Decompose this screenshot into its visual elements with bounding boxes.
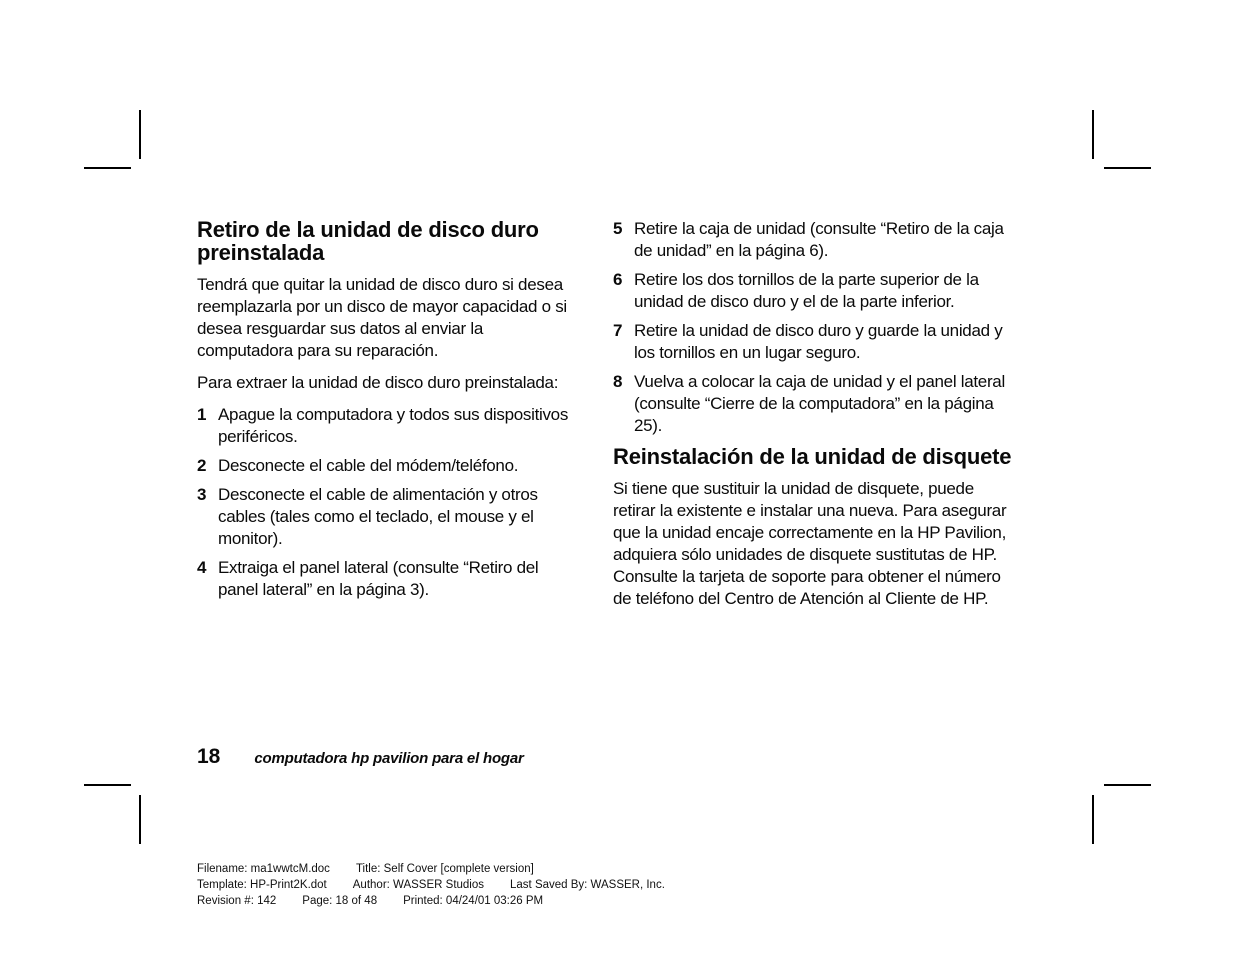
step-number: 4 [197,558,207,577]
paragraph: Para extraer la unidad de disco duro preinstalada: [197,373,559,392]
crop-mark-top-left-horizontal [84,167,131,169]
print-revision: Revision #: 142 [197,895,277,907]
print-filename: Filename: ma1wwtcM.doc [197,863,330,875]
step-item [613,371,1013,437]
print-title: Title: Self Cover [complete version] [355,863,534,875]
print-metadata-line [197,877,665,893]
step-item [613,320,1013,364]
book-title: computadora hp pavilion para el hogar [254,750,524,767]
print-metadata-line [197,893,665,909]
paragraph: Tendrá que quitar la unidad de disco duro si desea reemplazarla por un disco de mayor capacidad o si desea resguardar sus datos al enviar la computadora para su reparación. [197,275,567,360]
numbered-step-list [613,218,1013,437]
crop-mark-bottom-right-horizontal [1104,784,1151,786]
section-heading-hard-drive-removal: Retiro de la unidad de disco duro preinstalada [197,217,539,265]
step-text: Desconecte el cable de alimentación y otros cables (tales como el teclado, el mouse y el monitor). [218,485,538,548]
step-item [613,218,1013,262]
step-text: Desconecte el cable del módem/teléfono. [218,456,519,475]
step-number: 2 [197,456,207,475]
print-page-count: Page: 18 of 48 [302,895,378,907]
step-text: Retire la caja de unidad (consulte “Retiro de la caja de unidad” en la página 6). [634,219,1004,260]
step-number: 5 [613,219,623,238]
print-metadata [197,861,665,909]
step-text: Extraiga el panel lateral (consulte “Retiro del panel lateral” en la página 3). [218,558,539,599]
step-text: Apague la computadora y todos sus dispositivos periféricos. [218,405,569,446]
step-item [613,269,1013,313]
step-number: 7 [613,321,623,340]
section-heading-diskette-reinstall: Reinstalación de la unidad de disquete [613,444,1012,469]
right-column [613,218,1013,620]
step-number: 6 [613,270,623,289]
print-author: Author: WASSER Studios [352,879,485,891]
page-number: 18 [197,745,221,768]
step-text: Vuelva a colocar la caja de unidad y el panel lateral (consulte “Cierre de la computadora” en la página 25). [634,372,1005,435]
numbered-step-list [197,404,569,601]
step-item [197,557,569,601]
paragraph: Si tiene que sustituir la unidad de disquete, puede retirar la existente e instalar una nueva. Para asegurar que la unidad encaje correctamente en la HP Pavilion, adquiera sólo unidades de disquete sustitutas de HP. Consulte la tarjeta de soporte para obtener el número de teléfono del Centro de Atención al Cliente de HP. [613,479,1007,608]
step-number: 8 [613,372,623,391]
print-template: Template: HP-Print2K.dot [197,879,327,891]
left-column [197,218,569,608]
step-item [197,404,569,448]
crop-mark-top-left-vertical [139,110,141,159]
step-item [197,455,569,477]
print-last-saved-by: Last Saved By: WASSER, Inc. [510,879,665,891]
print-metadata-line [197,861,665,877]
crop-mark-bottom-left-horizontal [84,784,131,786]
crop-mark-bottom-left-vertical [139,795,141,844]
crop-mark-bottom-right-vertical [1092,795,1094,844]
step-text: Retire los dos tornillos de la parte superior de la unidad de disco duro y el de la parte inferior. [634,270,979,311]
step-item [197,484,569,550]
print-printed-date: Printed: 04/24/01 03:26 PM [403,895,544,907]
step-text: Retire la unidad de disco duro y guarde la unidad y los tornillos en un lugar seguro. [634,321,1003,362]
crop-mark-top-right-vertical [1092,110,1094,159]
step-number: 1 [197,405,207,424]
crop-mark-top-right-horizontal [1104,167,1151,169]
page-footer [197,745,524,769]
step-number: 3 [197,485,207,504]
